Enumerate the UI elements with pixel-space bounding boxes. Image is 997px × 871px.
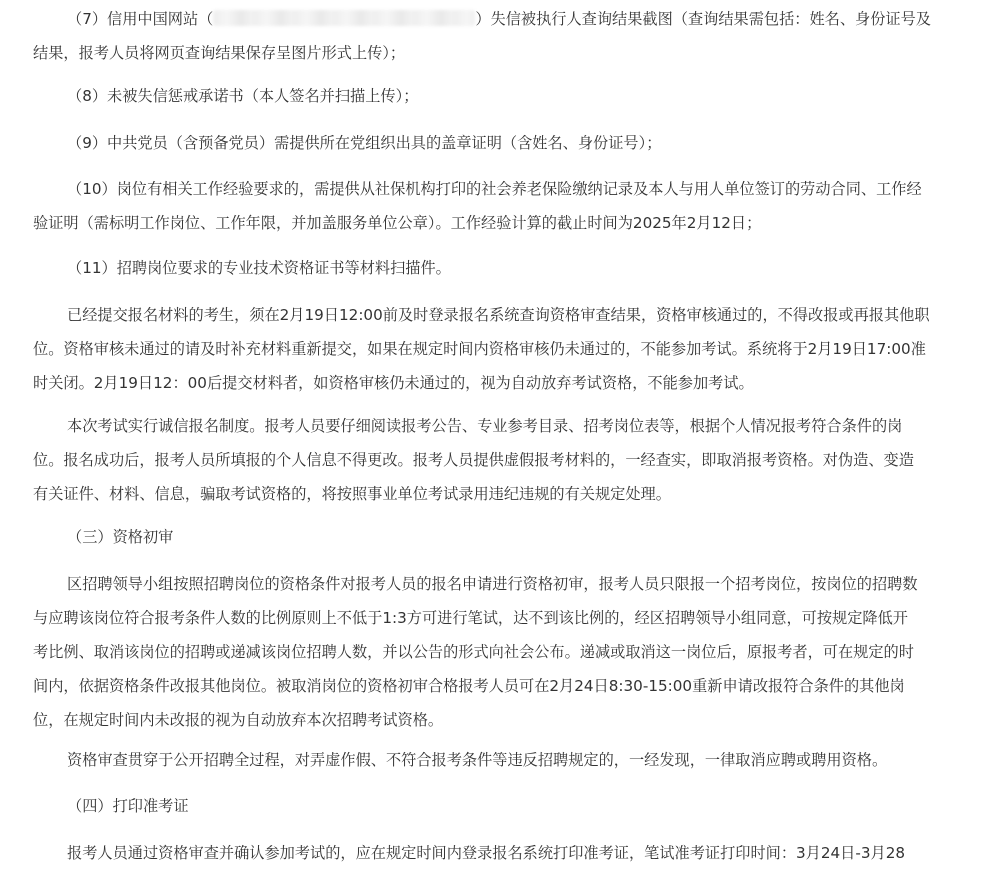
paragraph-line: 验证明（需标明工作岗位、工作年限，并加盖服务单位公章）。工作经验计算的截止时间为2025年2月12日；: [33, 214, 762, 232]
paragraph-line: 资格审查贯穿于公开招聘全过程，对弄虚作假、不符合报考条件等违反招聘规定的，一经发现，一律取消应聘或聘用资格。: [67, 751, 888, 769]
section-heading-admission-ticket: [33, 789, 973, 823]
paragraph-line: 有关证件、材料、信息，骗取考试资格的，将按照事业单位考试录用违纪违规的有关规定处理。: [33, 485, 671, 503]
paragraph-line: 结果，报考人员将网页查询结果保存呈图片形式上传）；: [33, 44, 406, 62]
paragraph-line: （8）未被失信惩戒承诺书（本人签名并扫描上传）；: [67, 87, 419, 105]
paragraph-line: 报考人员通过资格审查并确认参加考试的，应在规定时间内登录报名系统打印准考证，笔试准考证打印时间：3月24日-3月28: [67, 844, 906, 862]
item-7-text-end: ）失信被执行人查询结果截图（查询结果需包括：姓名、身份证号及: [475, 10, 931, 28]
paragraph-line: 位，在规定时间内未改报的视为自动放弃本次招聘考试资格。: [33, 711, 444, 729]
paragraph-line: 区招聘领导小组按照招聘岗位的资格条件对报考人员的报名申请进行资格初审，报考人员只限报一个招考岗位，按岗位的招聘数: [67, 575, 918, 593]
paragraph-admission-ticket: [33, 836, 973, 870]
section-heading: （四）打印准考证: [67, 797, 189, 815]
paragraph-initial-review: [33, 567, 973, 737]
section-heading: （三）资格初审: [67, 528, 174, 546]
paragraph-item-9: [33, 126, 973, 160]
paragraph-item-10: [33, 172, 973, 240]
paragraph-line: 本次考试实行诚信报名制度。报考人员要仔细阅读报考公告、专业参考目录、招考岗位表等，根据个人情况报考符合条件的岗: [67, 417, 903, 435]
paragraph-integrity: [33, 409, 973, 511]
section-heading-initial-review: [33, 520, 973, 554]
paragraph-submitted-materials: [33, 298, 973, 400]
redacted-url: [213, 10, 475, 26]
paragraph-line: （11）招聘岗位要求的专业技术资格证书等材料扫描件。: [67, 259, 451, 277]
paragraph-line: 已经提交报名材料的考生，须在2月19日12:00前及时登录报名系统查询资格审查结果，资格审核通过的，不得改报或再报其他职: [67, 306, 930, 324]
paragraph-item-11: [33, 251, 973, 285]
paragraph-review-throughout: [33, 743, 973, 777]
paragraph-line: [33, 2, 973, 36]
paragraph-line: （9）中共党员（含预备党员）需提供所在党组织出具的盖章证明（含姓名、身份证号）；: [67, 134, 662, 152]
paragraph-line: 与应聘该岗位符合报考条件人数的比例原则上不低于1:3方可进行笔试，达不到该比例的，经区招聘领导小组同意，可按规定降低开: [33, 609, 908, 627]
paragraph-line: 间内，依据资格条件改报其他岗位。被取消岗位的资格初审合格报考人员可在2月24日8:30-15:00重新申请改报符合条件的其他岗: [33, 677, 905, 695]
paragraph-item-8: [33, 79, 973, 113]
paragraph-line: 位。资格审核未通过的请及时补充材料重新提交，如果在规定时间内资格审核仍未通过的，不能参加考试。系统将于2月19日17:00准: [33, 340, 926, 358]
item-7-text-start: （7）信用中国网站（: [67, 10, 214, 28]
paragraph-line: 时关闭。2月19日12：00后提交材料者，如资格审核仍未通过的，视为自动放弃考试资格，不能参加考试。: [33, 374, 754, 392]
paragraph-line: （10）岗位有相关工作经验要求的，需提供从社保机构打印的社会养老保险缴纳记录及本人与用人单位签订的劳动合同、工作经: [67, 180, 922, 198]
paragraph-item-7: [33, 2, 973, 70]
paragraph-line: 考比例、取消该岗位的招聘或递减该岗位招聘人数，并以公告的形式向社会公布。递减或取消这一岗位后，原报考者，可在规定的时: [33, 643, 914, 661]
paragraph-line: 位。报名成功后，报考人员所填报的个人信息不得更改。报考人员提供虚假报考材料的，一经查实，即取消报考资格。对伪造、变造: [33, 451, 914, 469]
